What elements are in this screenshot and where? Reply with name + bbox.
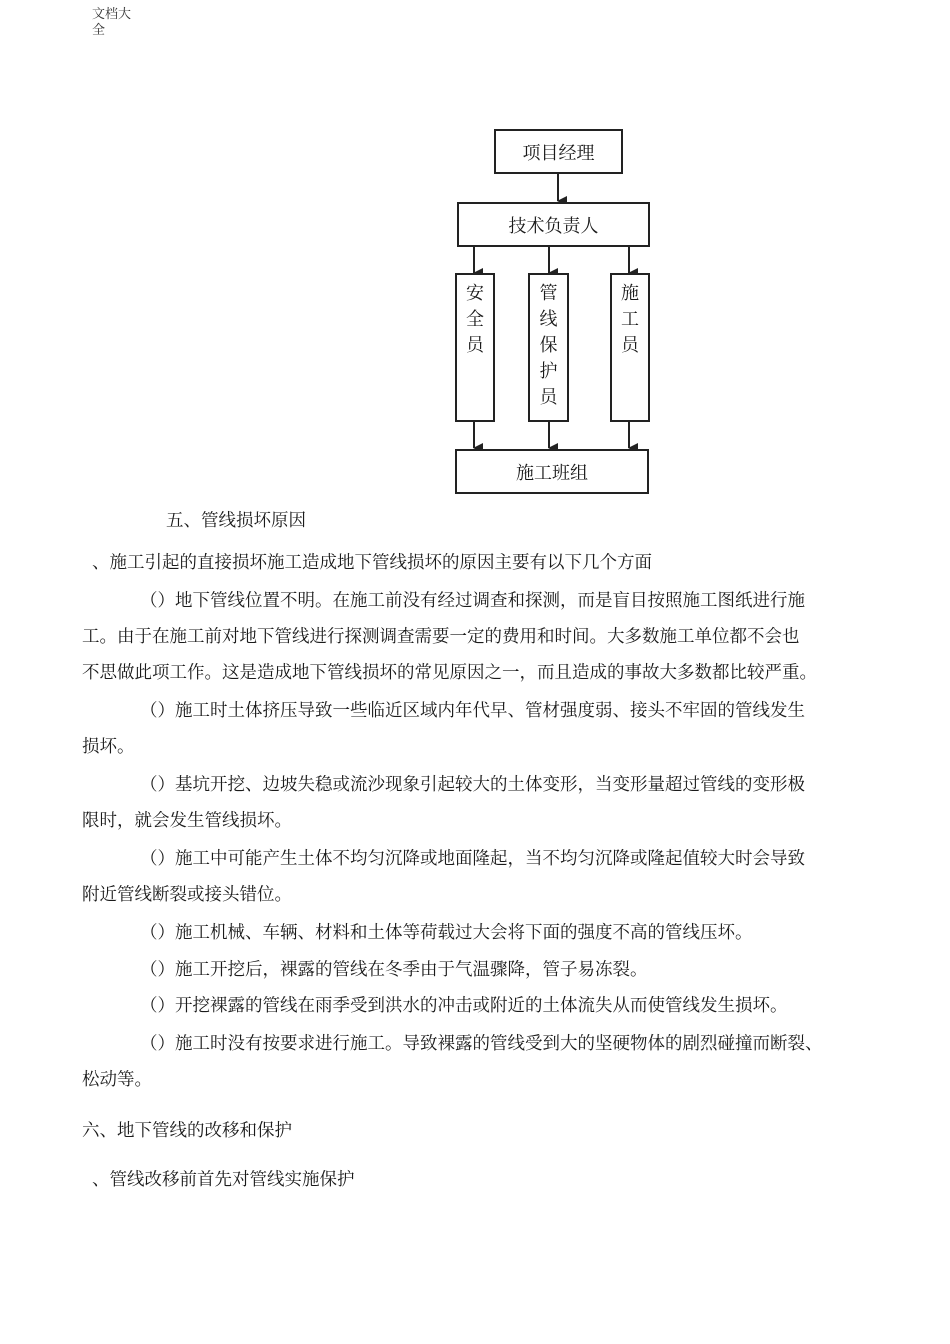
section-heading: 六、地下管线的改移和保护 [82, 1121, 292, 1141]
list-item [82, 767, 882, 839]
org-box-char: 员 [466, 335, 484, 356]
list-item [82, 952, 882, 988]
org-box-safety-officer [455, 273, 495, 422]
subsection-heading: 、施工引起的直接损坏施工造成地下管线损坏的原因主要有以下几个方面 [92, 553, 652, 573]
paragraph-line: （）施工中可能产生土体不均匀沉降或地面隆起，当不均匀沉降或隆起值较大时会导致 [140, 849, 805, 869]
org-box-label: 技术负责人 [508, 216, 599, 237]
paragraph-line: 限时，就会发生管线损坏。 [82, 811, 292, 831]
paragraph-line: 附近管线断裂或接头错位。 [82, 885, 292, 905]
org-box-char: 保 [539, 335, 558, 356]
org-box-pipeline-protector [528, 273, 569, 422]
list-item [82, 915, 882, 951]
org-chart [0, 0, 950, 510]
header-line: 全 [92, 23, 106, 38]
org-box-construction-team [455, 449, 649, 494]
org-box-label: 项目经理 [522, 143, 595, 164]
list-item [82, 841, 882, 913]
org-box-label-vertical [612, 281, 648, 359]
list-item [82, 988, 882, 1024]
org-box-construction-officer [610, 273, 650, 422]
org-box-char: 全 [466, 309, 484, 330]
list-item [82, 693, 882, 765]
org-box-char: 施 [621, 283, 639, 304]
header-line: 文档大 [92, 7, 132, 22]
paragraph-line: 工。由于在施工前对地下管线进行探测调查需要一定的费用和时间。大多数施工单位都不会也 [82, 627, 800, 647]
org-box-char: 线 [539, 309, 558, 330]
org-chart-arrows [0, 0, 950, 510]
list-item [82, 583, 882, 691]
section-heading: 五、管线损坏原因 [166, 511, 306, 531]
paragraph-line: 不思做此项工作。这是造成地下管线损坏的常见原因之一，而且造成的事故大多数都比较严重。 [82, 663, 817, 683]
subsection-heading: 、管线改移前首先对管线实施保护 [92, 1170, 355, 1190]
org-box-char: 员 [621, 335, 639, 356]
org-box-label-vertical [530, 281, 567, 411]
paragraph-line: 损坏。 [82, 737, 135, 757]
paragraph-line: （）施工开挖后，裸露的管线在冬季由于气温骤降，管子易冻裂。 [140, 960, 648, 980]
paragraph-line: 松动等。 [82, 1070, 152, 1090]
paragraph-line: （）开挖裸露的管线在雨季受到洪水的冲击或附近的土体流失从而使管线发生损坏。 [140, 996, 788, 1016]
list-item [82, 1026, 882, 1098]
org-box-char: 安 [466, 283, 484, 304]
org-box-char: 管 [539, 283, 558, 304]
org-box-char: 员 [539, 387, 558, 408]
paragraph-line: （）施工时土体挤压导致一些临近区域内年代早、管材强度弱、接头不牢固的管线发生 [140, 701, 805, 721]
paragraph-line: （）地下管线位置不明。在施工前没有经过调查和探测，而是盲目按照施工图纸进行施 [140, 591, 805, 611]
paragraph-line: （）施工机械、车辆、材料和土体等荷载过大会将下面的强度不高的管线压坏。 [140, 923, 753, 943]
org-box-label: 施工班组 [516, 463, 588, 484]
org-box-char: 工 [621, 309, 639, 330]
org-box-project-manager [494, 129, 623, 174]
org-box-label-vertical [457, 281, 493, 359]
org-box-technical-lead [457, 202, 650, 247]
paragraph-line: （）施工时没有按要求进行施工。导致裸露的管线受到大的坚硬物体的剧烈碰撞而断裂、 [140, 1034, 823, 1054]
paragraph-line: （）基坑开挖、边坡失稳或流沙现象引起较大的土体变形，当变形量超过管线的变形极 [140, 775, 805, 795]
org-box-char: 护 [539, 361, 558, 382]
